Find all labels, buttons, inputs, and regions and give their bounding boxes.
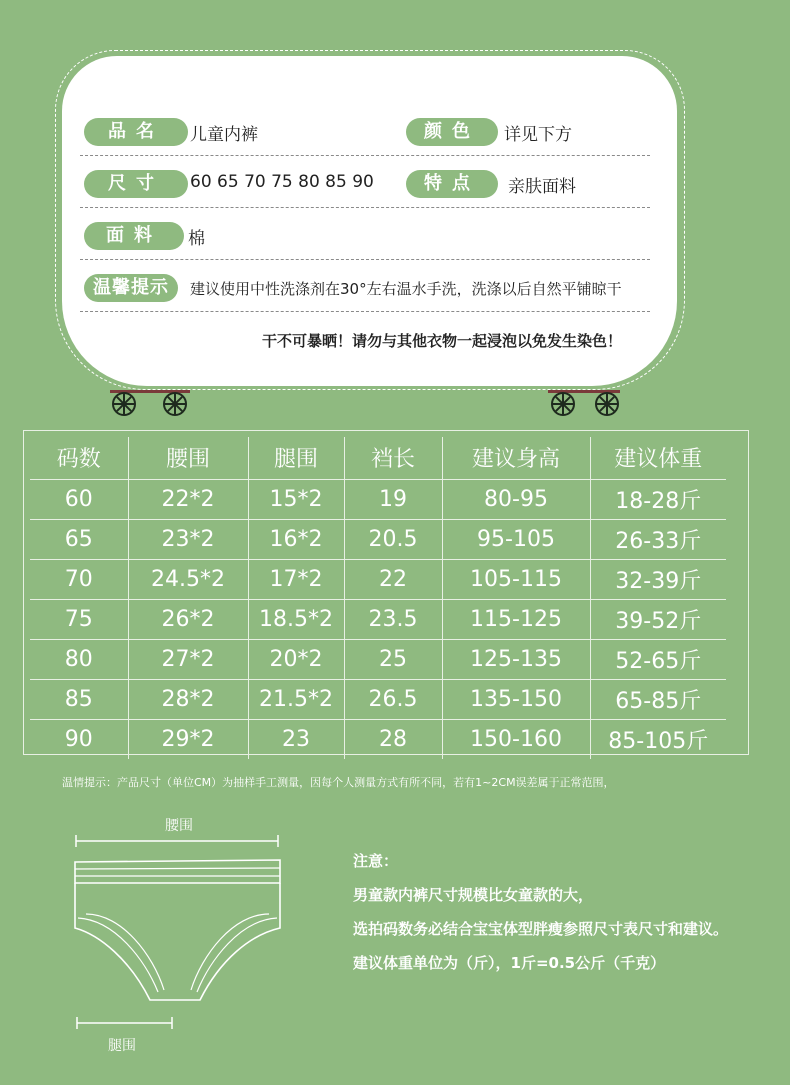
notes-title: 注意： — [353, 852, 399, 870]
header-size: 码数 — [30, 437, 128, 479]
cell: 150-160 — [442, 719, 590, 759]
cell: 95-105 — [442, 519, 590, 559]
cell: 17*2 — [248, 559, 344, 599]
wheel-icon — [595, 392, 619, 416]
header-height: 建议身高 — [442, 437, 590, 479]
table-row — [30, 599, 726, 639]
cell: 39-52斤 — [590, 599, 726, 639]
size-table — [30, 437, 726, 759]
cell: 28 — [344, 719, 442, 759]
table-row — [30, 559, 726, 599]
cell: 85 — [30, 679, 128, 719]
cell: 75 — [30, 599, 128, 639]
cell: 90 — [30, 719, 128, 759]
cell: 65 — [30, 519, 128, 559]
notes-line-1: 男童款内裤尺寸规模比女童款的大， — [353, 886, 594, 904]
cell: 23 — [248, 719, 344, 759]
header-crotch: 裆长 — [344, 437, 442, 479]
cell: 29*2 — [128, 719, 248, 759]
table-row — [30, 479, 726, 519]
info-row-fabric — [80, 214, 650, 260]
color-value: 详见下方 — [504, 125, 572, 145]
leg-label: 腿围 — [108, 1038, 136, 1054]
size-table-frame — [23, 430, 749, 755]
cell: 65-85斤 — [590, 679, 726, 719]
cell: 24.5*2 — [128, 559, 248, 599]
cell: 115-125 — [442, 599, 590, 639]
feature-value: 亲肤面料 — [508, 177, 576, 197]
name-value: 儿童内裤 — [190, 125, 258, 145]
cell: 22 — [344, 559, 442, 599]
waist-label: 腰围 — [165, 818, 193, 834]
cell: 16*2 — [248, 519, 344, 559]
cell: 20*2 — [248, 639, 344, 679]
table-header-row — [30, 437, 726, 479]
info-row-size — [80, 162, 650, 208]
notes-line-3: 建议体重单位为（斤），1斤=0.5公斤（千克） — [353, 954, 666, 972]
feature-tag: 特点 — [406, 170, 498, 198]
header-leg: 腿围 — [248, 437, 344, 479]
table-row — [30, 719, 726, 759]
header-waist: 腰围 — [128, 437, 248, 479]
table-row — [30, 639, 726, 679]
cell: 135-150 — [442, 679, 590, 719]
warning-note: 干不可暴晒！请勿与其他衣物一起浸泡以免发生染色！ — [262, 332, 623, 350]
cell: 25 — [344, 639, 442, 679]
size-value: 60 65 70 75 80 85 90 — [190, 172, 374, 192]
measure-note: 温情提示：产品尺寸（单位CM）为抽样手工测量，因每个人测量方式有所不同，若有1~2CM误差属于正常范围， — [62, 776, 615, 789]
table-row — [30, 519, 726, 559]
cell: 80-95 — [442, 479, 590, 519]
cell: 22*2 — [128, 479, 248, 519]
wheel-icon — [163, 392, 187, 416]
cell: 26-33斤 — [590, 519, 726, 559]
info-row-name — [80, 110, 650, 156]
cell: 19 — [344, 479, 442, 519]
tip-value: 建议使用中性洗涤剂在30°左右温水手洗，洗涤以后自然平铺晾干 — [190, 280, 622, 298]
cell: 32-39斤 — [590, 559, 726, 599]
info-row-tip — [80, 266, 650, 312]
cell: 85-105斤 — [608, 728, 709, 754]
notes-block — [353, 852, 728, 988]
cell: 21.5*2 — [248, 679, 344, 719]
cell: 60 — [30, 479, 128, 519]
cell: 23*2 — [128, 519, 248, 559]
tip-tag: 温馨提示 — [84, 274, 178, 302]
fabric-value: 棉 — [188, 229, 205, 249]
cell: 105-115 — [442, 559, 590, 599]
cell: 80 — [30, 639, 128, 679]
notes-line-2: 选拍码数务必结合宝宝体型胖瘦参照尺寸表尺寸和建议。 — [353, 920, 729, 938]
cell: 70 — [30, 559, 128, 599]
wheel-icon — [551, 392, 575, 416]
cell: 26*2 — [128, 599, 248, 639]
color-tag: 颜色 — [406, 118, 498, 146]
size-tag: 尺寸 — [84, 170, 188, 198]
cell: 18.5*2 — [248, 599, 344, 639]
cell: 125-135 — [442, 639, 590, 679]
cell: 23.5 — [344, 599, 442, 639]
wheel-icon — [112, 392, 136, 416]
cell: 27*2 — [128, 639, 248, 679]
cell: 20.5 — [344, 519, 442, 559]
cell: 18-28斤 — [590, 479, 726, 519]
cell: 52-65斤 — [590, 639, 726, 679]
header-weight: 建议体重 — [590, 437, 726, 479]
cell: 28*2 — [128, 679, 248, 719]
fabric-tag: 面料 — [84, 222, 184, 250]
cell: 15*2 — [248, 479, 344, 519]
table-row — [30, 679, 726, 719]
name-tag: 品名 — [84, 118, 188, 146]
cell: 26.5 — [344, 679, 442, 719]
underwear-diagram — [60, 810, 300, 1040]
